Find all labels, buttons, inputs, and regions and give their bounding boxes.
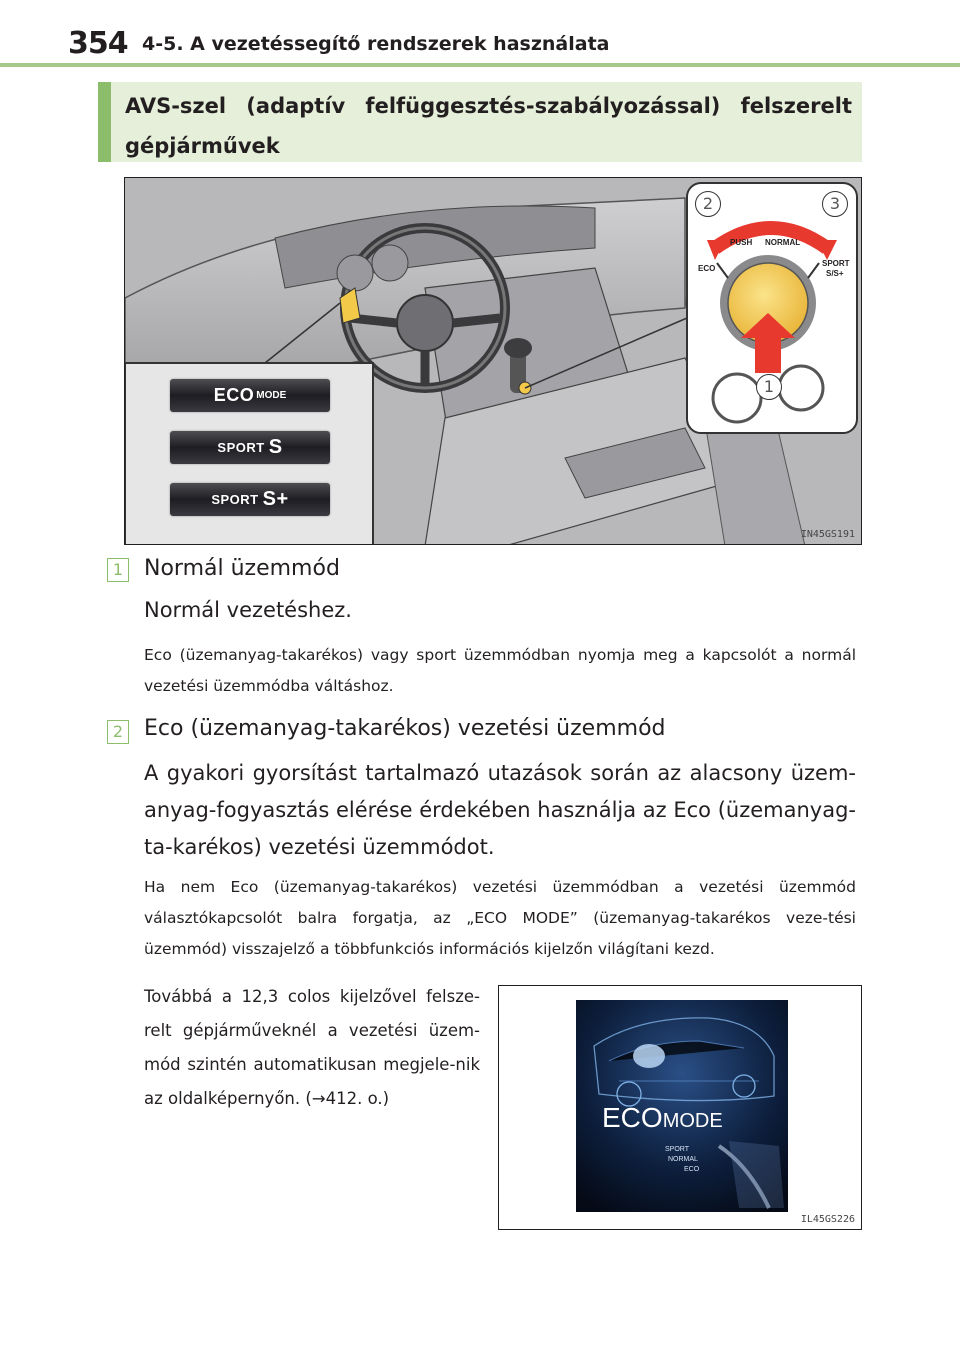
item-note-eco-mode: Ha nem Eco (üzemanyag-takarékos) vezetési üzemmódban a vezetési üzemmód választókapcsolót balra forgatja, az „ECO MODE” (üzemanyag-takarékos veze-tési üzemmód) visszajelző a többfunkciós információs kijelzőn világítani kezd.: [144, 878, 856, 958]
item-number-2: 2: [107, 720, 129, 744]
section-title: AVS-szel (adaptív felfüggesztés-szabályozással) felszerelt gépjárművek: [125, 94, 852, 158]
item-number-1: 1: [107, 558, 129, 582]
figure-code: IL45GS226: [800, 1214, 855, 1225]
figure-code: IN45GS191: [800, 529, 855, 540]
item-note2-eco-mode: Továbbá a 12,3 colos kijelzővel felsze-relt gépjárműveknél a vezetési üzem-mód szintén automatikusan megjele-nik az oldalképernyőn. (→412. o.): [144, 987, 480, 1108]
chapter-title: 4-5. A vezetéssegítő rendszerek használata: [142, 33, 610, 55]
section-heading-box: [98, 82, 862, 162]
item-note-normal-mode: Eco (üzemanyag-takarékos) vagy sport üzemmódban nyomja meg a kapcsolót a normál vezetési üzemmódba váltáshoz.: [144, 646, 856, 695]
dial-label-sport: SPORT: [822, 259, 850, 268]
callout-2: 2: [695, 191, 721, 217]
badge-sport-s: SPORT S: [170, 431, 330, 464]
dial-label-push: PUSH: [730, 238, 753, 247]
dial-label-normal: NORMAL: [765, 238, 801, 247]
item-title-normal-mode: Normál üzemmód: [144, 556, 340, 581]
dial-label-ss: S/S+: [826, 269, 844, 278]
item-title-eco-mode: Eco (üzemanyag-takarékos) vezetési üzemmód: [144, 716, 666, 741]
screen-menu-normal: NORMAL: [668, 1156, 698, 1163]
screen-menu-eco: ECO: [684, 1166, 700, 1173]
badge-eco-mode: ECO MODE: [170, 379, 330, 412]
figure-eco-screen: [498, 985, 862, 1230]
item-body-normal-mode: Normál vezetéshez.: [144, 598, 352, 622]
screen-menu-sport: SPORT: [665, 1146, 689, 1153]
screen-eco-mode-text: ECOMODE: [602, 1102, 723, 1133]
dial-label-eco: ECO: [698, 264, 716, 273]
header-rule: [0, 63, 960, 67]
item-body-eco-mode: A gyakori gyorsítást tartalmazó utazások során az alacsony üzem-anyag-fogyasztás elérése érdekében használja az Eco (üzemanyag-ta-karékos) vezetési üzemmódot.: [144, 761, 856, 859]
page-number: 354: [68, 26, 128, 61]
badge-sport-splus: SPORT S+: [170, 483, 330, 516]
callout-3: 3: [822, 191, 848, 217]
callout-1: 1: [756, 374, 782, 400]
